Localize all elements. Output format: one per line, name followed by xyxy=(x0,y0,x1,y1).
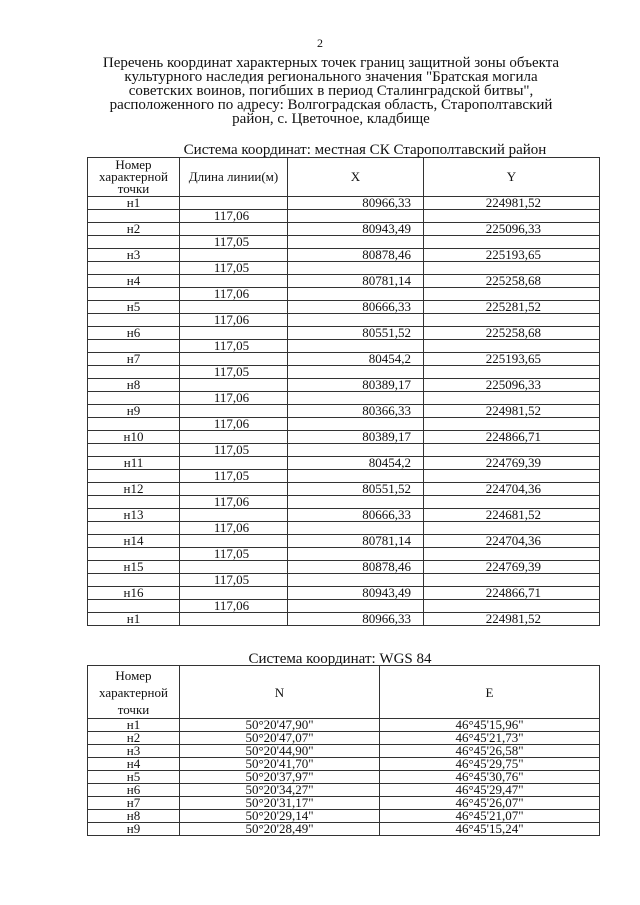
document-title: Перечень координат характерных точек границ защитной зоны объекта культурного наследия регионального значения "Братская могила советских воинов, погибших в период Сталинградской битвы", расположенного по адресу: Волгоградская область, Старополтавский район, с. Цветочное, кладбище xyxy=(102,55,560,127)
y-cell: 224981,52 xyxy=(424,197,600,210)
latitude-cell: 50°20'34,27" xyxy=(180,784,380,797)
x-cell: 80781,14 xyxy=(288,535,424,548)
table-row xyxy=(88,353,600,366)
line-length-cell: 117,06 xyxy=(180,288,288,301)
x-cell: 80878,46 xyxy=(288,561,424,574)
point-name-cell: н8 xyxy=(88,379,180,392)
line-length-cell: 117,05 xyxy=(180,262,288,275)
line-length-cell: 117,06 xyxy=(180,210,288,223)
point-name-cell: н10 xyxy=(88,431,180,444)
line-length-cell: 117,05 xyxy=(180,236,288,249)
longitude-cell: 46°45'30,76" xyxy=(380,771,600,784)
x-cell: 80966,33 xyxy=(288,613,424,626)
latitude-cell: 50°20'44,90" xyxy=(180,745,380,758)
line-length-cell: 117,06 xyxy=(180,392,288,405)
y-cell: 225096,33 xyxy=(424,223,600,236)
point-name-cell: н12 xyxy=(88,483,180,496)
wgs84-coordinates-table xyxy=(87,665,600,836)
line-length-cell: 117,06 xyxy=(180,418,288,431)
table-row xyxy=(88,431,600,444)
x-cell: 80389,17 xyxy=(288,431,424,444)
point-name-cell: н4 xyxy=(88,758,180,771)
point-name-cell: н1 xyxy=(88,197,180,210)
y-cell: 224704,36 xyxy=(424,535,600,548)
y-cell: 224866,71 xyxy=(424,587,600,600)
header-x: X xyxy=(288,158,424,197)
header-y: Y xyxy=(424,158,600,197)
table-row xyxy=(88,197,600,210)
coordinate-system-local-label: Система координат: местная СК Старополтавский район xyxy=(183,142,547,158)
line-length-cell: 117,06 xyxy=(180,496,288,509)
header-n: N xyxy=(180,666,380,719)
x-cell: 80666,33 xyxy=(288,509,424,522)
x-cell: 80666,33 xyxy=(288,301,424,314)
x-cell: 80966,33 xyxy=(288,197,424,210)
x-cell: 80781,14 xyxy=(288,275,424,288)
point-name-cell: н1 xyxy=(88,719,180,732)
y-cell: 224866,71 xyxy=(424,431,600,444)
y-cell: 224681,52 xyxy=(424,509,600,522)
header-e: E xyxy=(380,666,600,719)
point-name-cell: н7 xyxy=(88,797,180,810)
table-row xyxy=(88,249,600,262)
latitude-cell: 50°20'31,17" xyxy=(180,797,380,810)
table-row xyxy=(88,823,600,836)
line-length-cell: 117,06 xyxy=(180,314,288,327)
point-name-cell: н3 xyxy=(88,745,180,758)
y-cell: 224981,52 xyxy=(424,613,600,626)
point-name-cell: н6 xyxy=(88,327,180,340)
table-row xyxy=(88,457,600,470)
y-cell: 224704,36 xyxy=(424,483,600,496)
y-cell: 224981,52 xyxy=(424,405,600,418)
longitude-cell: 46°45'15,24" xyxy=(380,823,600,836)
table-row xyxy=(88,327,600,340)
y-cell: 225096,33 xyxy=(424,379,600,392)
wgs84-coordinates-body xyxy=(88,719,600,836)
table-row xyxy=(88,561,600,574)
point-name-cell: н8 xyxy=(88,810,180,823)
table-row xyxy=(88,405,600,418)
latitude-cell: 50°20'28,49" xyxy=(180,823,380,836)
point-name-cell: н16 xyxy=(88,587,180,600)
local-coordinates-table xyxy=(87,157,600,626)
line-length-empty-cell xyxy=(180,613,288,626)
longitude-cell: 46°45'21,73" xyxy=(380,732,600,745)
point-name-cell: н1 xyxy=(88,613,180,626)
point-name-cell: н2 xyxy=(88,223,180,236)
longitude-cell: 46°45'15,96" xyxy=(380,719,600,732)
x-cell: 80454,2 xyxy=(288,353,424,366)
line-length-cell: 117,05 xyxy=(180,366,288,379)
point-name-cell: н14 xyxy=(88,535,180,548)
table-row xyxy=(88,613,600,626)
table-row xyxy=(88,587,600,600)
x-cell: 80551,52 xyxy=(288,483,424,496)
table-row xyxy=(88,379,600,392)
y-cell: 225258,68 xyxy=(424,275,600,288)
point-name-cell: н11 xyxy=(88,457,180,470)
point-name-cell: н13 xyxy=(88,509,180,522)
latitude-cell: 50°20'41,70" xyxy=(180,758,380,771)
x-cell: 80366,33 xyxy=(288,405,424,418)
y-cell: 224769,39 xyxy=(424,457,600,470)
header-line-length: Длина линии(м) xyxy=(180,158,288,197)
coordinate-system-wgs-label: Система координат: WGS 84 xyxy=(248,651,432,667)
longitude-cell: 46°45'21,07" xyxy=(380,810,600,823)
table-row xyxy=(88,483,600,496)
table-row xyxy=(88,509,600,522)
x-cell: 80943,49 xyxy=(288,587,424,600)
point-name-cell: н5 xyxy=(88,301,180,314)
x-cell: 80943,49 xyxy=(288,223,424,236)
longitude-cell: 46°45'26,58" xyxy=(380,745,600,758)
point-name-cell: н9 xyxy=(88,405,180,418)
table-row xyxy=(88,301,600,314)
latitude-cell: 50°20'29,14" xyxy=(180,810,380,823)
point-name-cell: н9 xyxy=(88,823,180,836)
local-coordinates-body xyxy=(88,197,600,626)
point-name-cell: н7 xyxy=(88,353,180,366)
latitude-cell: 50°20'37,97" xyxy=(180,771,380,784)
line-length-cell: 117,05 xyxy=(180,340,288,353)
longitude-cell: 46°45'29,75" xyxy=(380,758,600,771)
line-length-cell: 117,05 xyxy=(180,574,288,587)
latitude-cell: 50°20'47,07" xyxy=(180,732,380,745)
point-name-cell: н5 xyxy=(88,771,180,784)
line-length-cell: 117,06 xyxy=(180,600,288,613)
longitude-cell: 46°45'29,47" xyxy=(380,784,600,797)
point-name-cell: н4 xyxy=(88,275,180,288)
y-cell: 225193,65 xyxy=(424,353,600,366)
table-row xyxy=(88,535,600,548)
point-name-cell: н2 xyxy=(88,732,180,745)
x-cell: 80878,46 xyxy=(288,249,424,262)
line-length-cell: 117,05 xyxy=(180,470,288,483)
x-cell: 80454,2 xyxy=(288,457,424,470)
y-cell: 225281,52 xyxy=(424,301,600,314)
latitude-cell: 50°20'47,90" xyxy=(180,719,380,732)
page-number: 2 xyxy=(317,36,323,50)
longitude-cell: 46°45'26,07" xyxy=(380,797,600,810)
line-length-cell: 117,05 xyxy=(180,548,288,561)
y-cell: 225258,68 xyxy=(424,327,600,340)
line-length-cell: 117,05 xyxy=(180,444,288,457)
table-row xyxy=(88,223,600,236)
header-point-number: Номер характерной точки xyxy=(88,158,180,197)
point-name-cell: н6 xyxy=(88,784,180,797)
table-row xyxy=(88,275,600,288)
x-cell: 80389,17 xyxy=(288,379,424,392)
header-point-number: Номер характерной точки xyxy=(88,666,180,719)
line-length-cell: 117,06 xyxy=(180,522,288,535)
point-name-cell: н15 xyxy=(88,561,180,574)
y-cell: 225193,65 xyxy=(424,249,600,262)
y-cell: 224769,39 xyxy=(424,561,600,574)
point-name-cell: н3 xyxy=(88,249,180,262)
x-cell: 80551,52 xyxy=(288,327,424,340)
